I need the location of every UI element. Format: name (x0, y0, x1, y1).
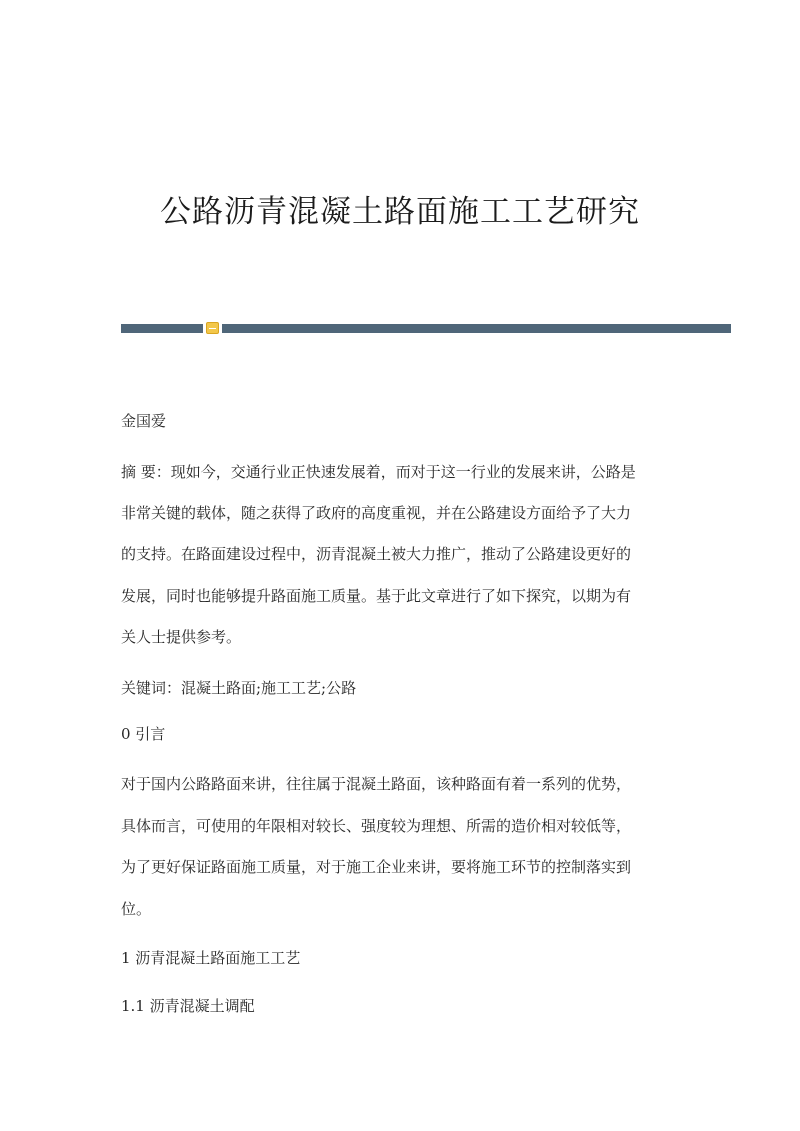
section-0-line-3: 为了更好保证路面施工质量，对于施工企业来讲，要将施工环节的控制落实到 (121, 858, 632, 876)
section-0-line-1: 对于国内公路路面来讲，往往属于混凝土路面，该种路面有着一系列的优势， (121, 775, 632, 793)
author-name: 金国爱 (121, 412, 167, 430)
section-1-heading: 1 沥青混凝土路面施工工艺 (121, 949, 301, 967)
abstract-line-3: 的支持。在路面建设过程中，沥青混凝土被大力推广，推动了公路建设更好的 (121, 545, 632, 563)
page-title: 公路沥青混凝土路面施工工艺研究 (160, 194, 640, 230)
title-rule-left (121, 324, 203, 333)
section-0-line-2: 具体而言，可使用的年限相对较长、强度较为理想、所需的造价相对较低等， (121, 817, 632, 835)
section-1-1-heading: 1.1 沥青混凝土调配 (121, 997, 255, 1015)
section-0-line-4: 位。 (121, 900, 152, 918)
abstract-line-5: 关人士提供参考。 (121, 628, 242, 646)
title-rule-right (222, 324, 731, 333)
abstract-line-2: 非常关键的载体，随之获得了政府的高度重视，并在公路建设方面给予了大力 (121, 504, 632, 522)
title-rule-badge-icon (206, 322, 219, 334)
abstract-line-4: 发展，同时也能够提升路面施工质量。基于此文章进行了如下探究，以期为有 (121, 587, 632, 605)
section-0-heading: 0 引言 (121, 725, 166, 743)
keywords: 关键词：混凝土路面;施工工艺;公路 (121, 679, 357, 697)
abstract-line-1: 摘 要：现如今，交通行业正快速发展着，而对于这一行业的发展来讲，公路是 (121, 463, 636, 481)
